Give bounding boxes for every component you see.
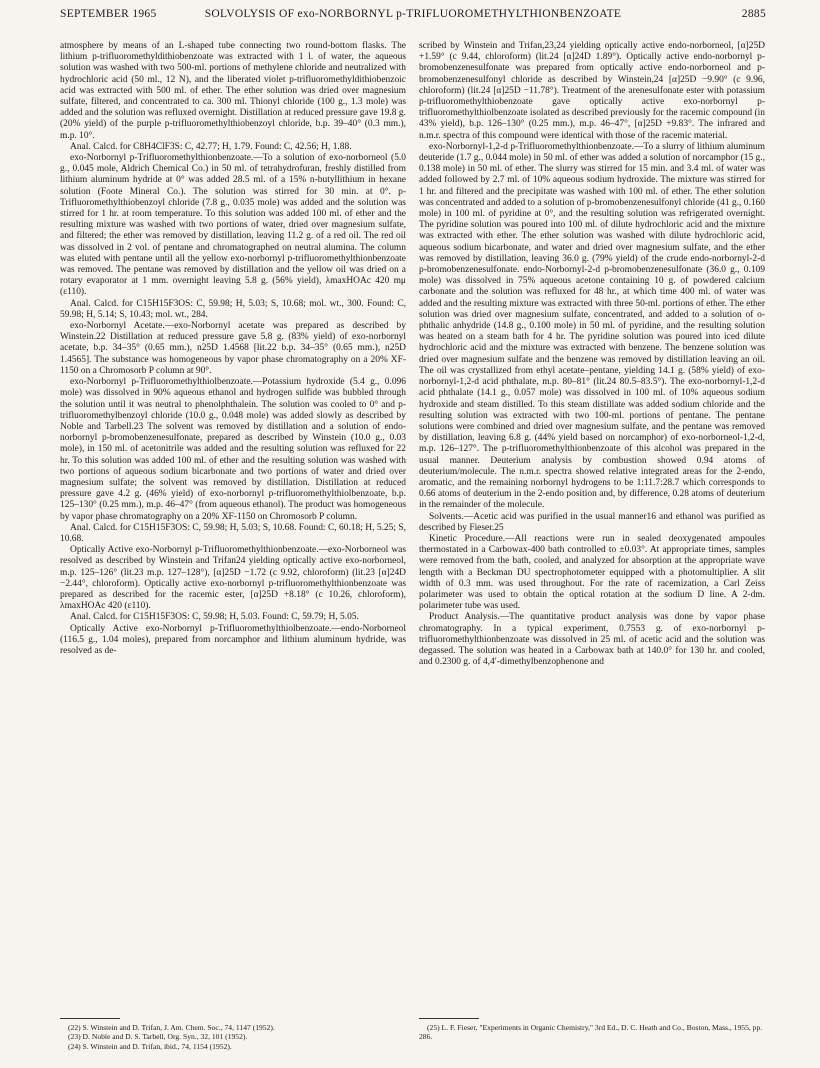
paragraph: Optically Active exo-Norbornyl p-Trifluoromethylthiolbenzoate.—endo-Norborneol (116.5 g., 1.04 moles), prepared from norcamphor and lithium aluminum hydride, was resolved as de- (60, 623, 406, 656)
footnotes-left (60, 1023, 406, 1051)
paragraph: exo-Norbornyl-1,2-d p-Trifluoromethylthionbenzoate.—To a slurry of lithium aluminum deuteride (1.7 g., 0.044 mole) in 50 ml. of ether was added a solution of norcamphor (15 g., 0.138 mole) in 50 ml. of ether. The slurry was stirred for 15 min. and 3.4 ml. of water was added followed by 2.7 ml. of 10% aqueous sodium hydroxide. The mixture was stirred for 1 hr. and filtered and the precipitate was washed with 100 ml. of ether. The ether solution was concentrated and added to a solution of p-bromobenzenesulfonyl chloride (41 g., 0.160 mole) in 100 ml. of pyridine at 0°, and the resulting solution was refrigerated overnight. The pyridine solution was poured into 100 ml. of dilute hydrochloric acid and the mixture was extracted with ether. The ether solution was washed with dilute hydrochloric acid, aqueous sodium bicarbonate, and water and dried over magnesium sulfate, and the ether was removed by distillation, leaving 36.0 g. (79% yield) of the crude endo-norbornyl-2-d p-bromobenzenesulfonate. endo-Norbornyl-2-d p-bromobenzenesulfonate (36.0 g., 0.109 mole) was dissolved in 75% aqueous acetone containing 10 g. of powdered calcium carbonate and the solution was refluxed for 48 hr., at which time 400 ml. of water was added and the resulting mixture was extracted with three 50-ml. portions of ether. The ether solution was dried over magnesium sulfate, concentrated, and added to a solution of o-phthalic anhydride (14.8 g., 0.100 mole) in 50 ml. of pyridine, and the resulting solution was heated on a steam bath for 4 hr. The pyridine solution was poured into iced dilute hydrochloric acid and the mixture was extracted with benzene. The benzene solution was dried over magnesium sulfate and the benzene was removed by distillation leaving an oil. The oil was crystallized from ethyl acetate–pentane, yielding 14.1 g. (58% yield) of exo-norbornyl-1,2-d acid phthalate, m.p. 80–81° (lit.24 80.5–83.5°). The exo-norbornyl-1,2-d acid phthalate (14.1 g., 0.057 mole) was dissolved in 100 ml. of 10% aqueous sodium hydroxide and steam distilled. To this steam distillate was added sodium chloride and the resulting solution was extracted with two 100-ml. portions of pentane. The pentane solutions were combined and dried over magnesium sulfate, and the pentane was removed by distillation, leaving 6.8 g. (44% yield based on norcamphor) of exo-norborneol-1,2-d, m.p. 126–127°. The p-trifluoromethylthionbenzoate of this alcohol was prepared in the usual manner. Deuterium analysis by combustion showed 0.94 atoms of deuterium/molecule. The n.m.r. spectra showed relative integrated areas for the 2-endo, aromatic, and the remaining norbornyl hydrogens to be 1:11.7:28.7 which corresponds to 0.66 atoms of deuterium in the 2-endo position and, by difference, 0.28 atoms of deuterium in the remainder of the molecule. (419, 141, 765, 511)
paragraph: scribed by Winstein and Trifan,23,24 yielding optically active endo-norborneol, [α]25D +1.59° (c 9.44, chloroform) (lit.24 [α]24D 1.89°). Optically active endo-norbornyl p-bromobenzenesulfonate was prepared from optically active endo-norborneol and p-bromobenzenesulfonyl chloride as described by Winstein,24 [α]25D −9.90° (c 9.96, chloroform) (lit.24 [α]25D −11.78°). Treatment of the arenesulfonate ester with potassium p-trifluoromethylthiobenzoate gave optically active exo-norbornyl p-trifluoromethylthiolbenzoate isolated as described previously for the racemic compound (in 43% yield), b.p. 126–130° (0.25 mm.), m.p. 46–47°, [α]25D +9.83°. The infrared and n.m.r. spectra of this compound were identical with those of the racemic material. (419, 41, 765, 141)
paragraph: exo-Norbornyl Acetate.—exo-Norbornyl acetate was prepared as described by Winstein.22 Distillation at reduced pressure gave 5.8 g. (83% yield) of exo-norbornyl acetate, b.p. 34–35° (0.65 mm.), n25D 1.4568 [lit.22 b.p. 34–35° (0.65 mm.), n25D 1.4565]. The substance was homogeneous by vapor phase chromatography on a 20% XF-1150 on a Chromosorb P column at 90°. (60, 321, 406, 376)
right-column (419, 41, 765, 668)
paragraph: Anal. Calcd. for C15H15F3OS: C, 59.98; H, 5.03. Found: C, 59.79; H, 5.05. (70, 612, 359, 623)
footnote-rule-left (60, 1018, 120, 1019)
paragraph: Anal. Calcd. for C15H15F3OS: C, 59.98; H, 5.03; S, 10.68. Found: C, 60.18; H, 5.25; S, 10.68. (60, 522, 406, 544)
paragraph: Solvents.—Acetic acid was purified in the usual manner16 and ethanol was purified as described by Fieser.25 (419, 511, 765, 533)
paragraph: exo-Norbornyl p-Trifluoromethylthiolbenzoate.—Potassium hydroxide (5.4 g., 0.096 mole) was dissolved in 90% aqueous ethanol and hydrogen sulfide was bubbled through the solution until it was neutral to phenolphthalein. The solution was cooled to 0° and p-trifluoromethylbenzoyl chloride (10.0 g., 0.048 mole) was added slowly as described by Noble and Tarbell.23 The solvent was removed by distillation and a solution of endo-norbornyl p-bromobenzenesulfonate, prepared as described by Winstein (10.0 g., 0.03 mole), in 150 ml. of acetonitrile was added and the resulting solution was refluxed for 22 hr. To this solution was added 100 ml. of ether and the resulting solution was washed with two portions of aqueous sodium bicarbonate and two portions of water and dried over magnesium sulfate; the solvent was removed by distillation. Distillation at reduced pressure gave 4.2 g. (46% yield) of exo-norbornyl p-trifluoromethylthiolbenzoate, b.p. 125–130° (0.25 mm.), m.p. 46–47° (from aqueous ethanol). The product was homogeneous by vapor phase chromatography on a 20% XF-1150 on Chromosorb P column. (60, 377, 406, 522)
paragraph: Anal. Calcd. for C8H4ClF3S: C, 42.77; H, 1.79. Found: C, 42.56; H, 1.88. (70, 141, 352, 152)
running-header (60, 8, 766, 24)
header-title: SOLVOLYSIS OF exo-NORBORNYL p-TRIFLUOROMETHYLTHIONBENZOATE (204, 8, 622, 20)
footnote-rule-right (419, 1018, 479, 1019)
footnote: (23) D. Noble and D. S. Tarbell, Org. Syn., 32, 101 (1952). (68, 1032, 248, 1042)
paragraph: Anal. Calcd. for C15H15F3OS: C, 59.98; H, 5.03; S, 10.68; mol. wt., 300. Found: C, 59.98; H, 5.14; S, 10.43; mol. wt., 284. (60, 298, 406, 320)
footnotes-right (419, 1023, 765, 1042)
paragraph: Product Analysis.—The quantitative product analysis was done by vapor phase chromatography. In a typical experiment, 0.7553 g. of exo-norbornyl p-trifluoromethylthionbenzoate was dissolved in 25 ml. of acetic acid and the solution was degassed. The solution was heated in a Carbowax bath at 140.0° for 130 hr. and cooled, and 0.2300 g. of 4,4′-dimethylbenzophenone and (419, 612, 765, 668)
footnote: (25) L. F. Fieser, "Experiments in Organic Chemistry," 3rd Ed., D. C. Heath and Co., Boston, Mass., 1955, pp. 286. (419, 1023, 763, 1042)
paragraph: Optically Active exo-Norbornyl p-Trifluoromethylthionbenzoate.—exo-Norborneol was resolved as described by Winstein and Trifan24 yielding optically active exo-norborneol, m.p. 125–126° (lit.23 m.p. 127–128°), [α]25D −1.72 (c 9.92, chloroform) (lit.23 [α]24D −2.44°, chloroform). Optically active exo-norbornyl p-trifluoromethylthionbenzoate was prepared as described for the racemic ester, [α]25D +8.18° (c 10.26, chloroform), λmaxHOAc 420 (ε110). (60, 545, 406, 612)
paragraph: exo-Norbornyl p-Trifluoromethylthionbenzoate.—To a solution of exo-norborneol (5.0 g., 0.045 mole, Aldrich Chemical Co.) in 50 ml. of tetrahydrofuran, freshly distilled from lithium aluminum hydride at 0° was added 28.5 ml. of a 15% n-butyllithium in hexane solution (Foote Mineral Co.). The solution was stirred for 30 min. at 0°. p-Trifluoromethylthiobenzoyl chloride (7.8 g., 0.035 mole) was added and the solution was stirred for 1 hr. at room temperature. To this solution was added 100 ml. of ether and the resulting mixture was washed with two portions of water, dried over magnesium sulfate, and filtered; the ether was removed by distillation, leaving 11.2 g. of a red oil. The red oil was dissolved in 2 vol. of pentane and chromatographed on neutral alumina. The column was eluted with pentane until all the yellow exo-norbornyl p-trifluoromethylthionbenzoate was removed. The pentane was removed by distillation and the yellow oil was dried on a rotary evaporator at 1 mm. overnight leaving 5.8 g. (56% yield), λmaxHOAc 420 mμ (ε110). (60, 153, 406, 298)
paragraph: Kinetic Procedure.—All reactions were run in sealed deoxygenated ampoules thermostated in a Carbowax-400 bath controlled to ±0.03°. At appropriate times, samples were removed from the bath, cooled, and analyzed for absorption at the appropriate wave length with a Beckman DU spectrophotometer equipped with a photomultiplier. A slit width of 0.3 mm. was used throughout. For the rate of racemization, a Carl Zeiss polarimeter was used to obtain the optical rotation at the sodium D line. A 2-dm. polarimeter tube was used. (419, 533, 765, 612)
footnote: (22) S. Winstein and D. Trifan, J. Am. Chem. Soc., 74, 1147 (1952). (68, 1023, 275, 1032)
footnote: (24) S. Winstein and D. Trifan, ibid., 74, 1154 (1952). (68, 1041, 232, 1051)
page-number: 2885 (741, 8, 766, 20)
paragraph: atmosphere by means of an L-shaped tube connecting two round-bottom flasks. The lithium p-trifluoromethyldithiobenzoate was extracted with 1 l. of water, the aqueous solution was washed with two 500-ml. portions of methylene chloride and neutralized with hydrochloric acid (50 ml., 12 N), and the liberated violet p-trifluoromethyldithiobenzoic acid was extracted with 500 ml. of ether. The ether solution was dried over magnesium sulfate, filtered, and concentrated to ca. 300 ml. Thionyl chloride (100 g., 1.3 mole) was added and the solution was refluxed overnight. Distillation at reduced pressure gave 19.8 g. (20% yield) of the purple p-trifluoromethylthiobenzoyl chloride, b.p. 39–40° (0.3 mm.), m.p. 10°. (60, 41, 406, 141)
header-date: SEPTEMBER 1965 (60, 8, 157, 20)
left-column (60, 41, 406, 657)
